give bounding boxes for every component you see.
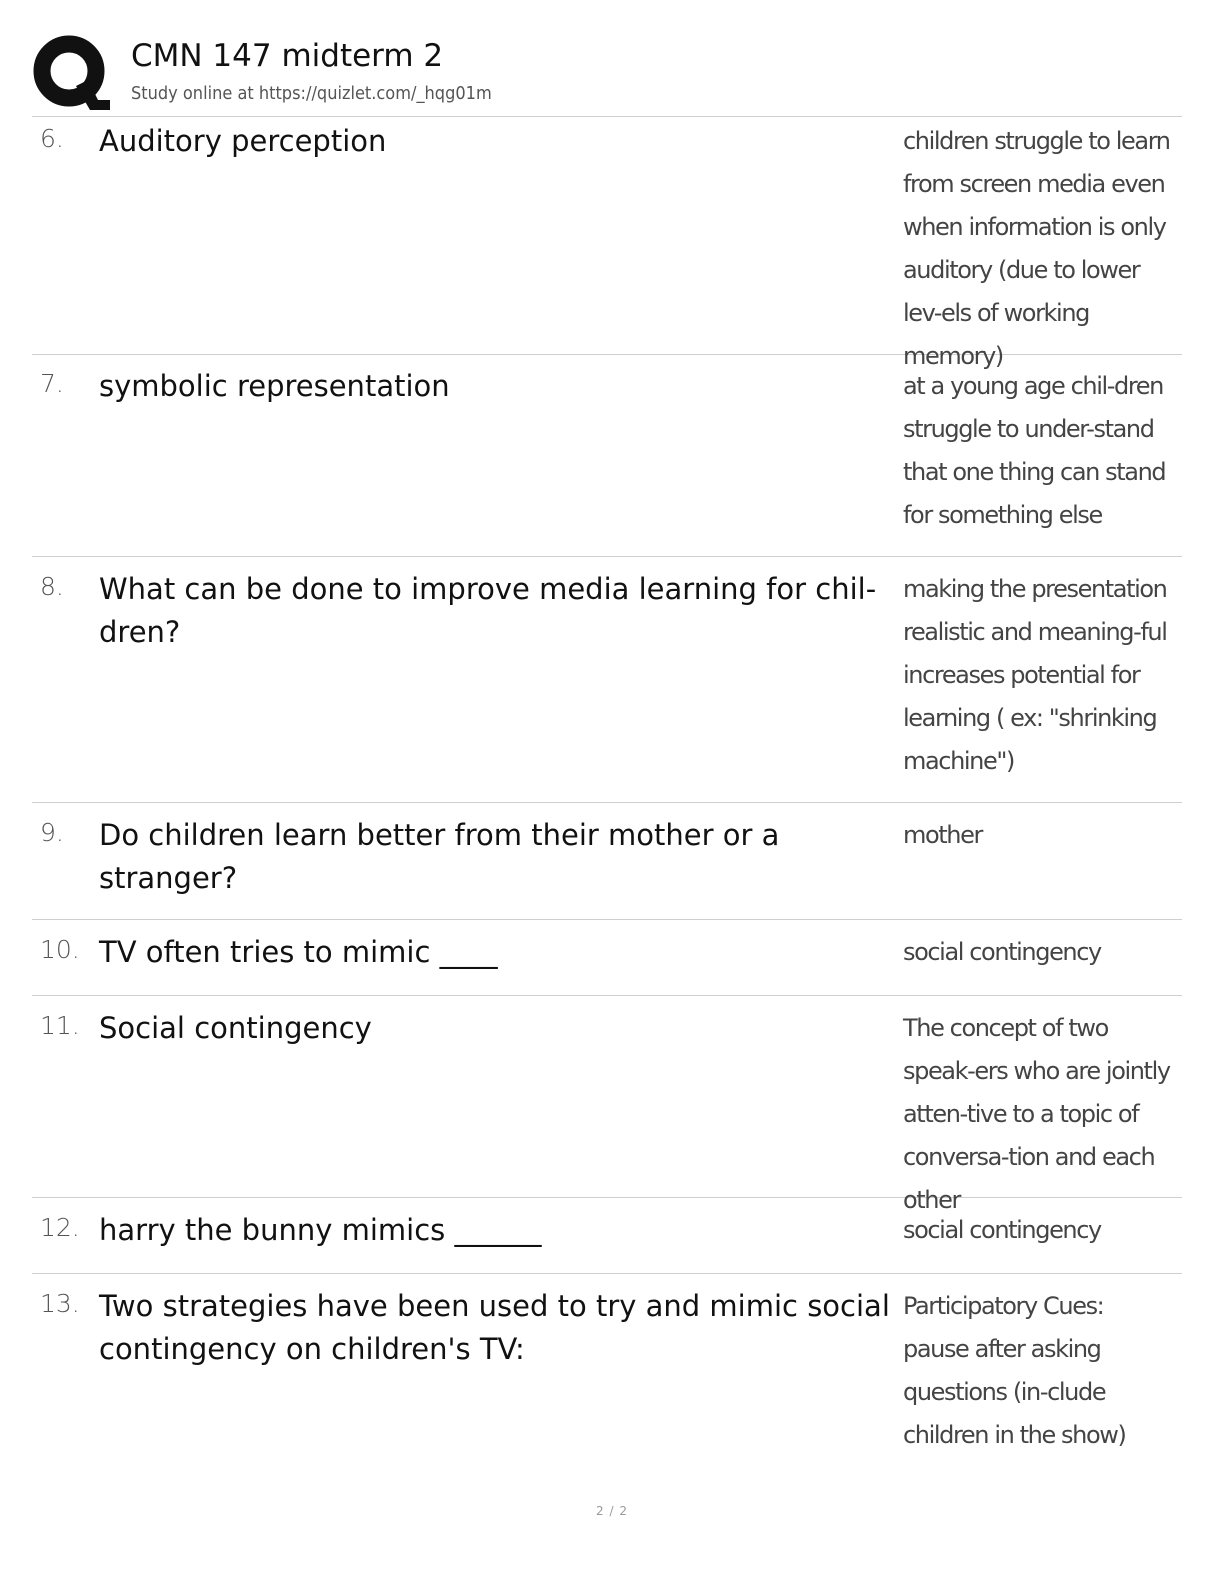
card-definition: social contingency xyxy=(903,938,1101,966)
card-term: Two strategies have been used to try and mimic social contingency on children's TV: xyxy=(99,1289,890,1366)
card-definition: at a young age chil-dren struggle to under-stand that one thing can stand for something else xyxy=(903,372,1166,529)
card-number: 13. xyxy=(40,1289,80,1318)
card-term: TV often tries to mimic ____ xyxy=(99,935,498,969)
card-definition: The concept of two speak-ers who are jointly atten-tive to a topic of conversa-tion and each other xyxy=(903,1014,1170,1214)
flashcard xyxy=(32,1198,1182,1274)
document-title: CMN 147 midterm 2 xyxy=(131,38,444,74)
card-term: harry the bunny mimics ______ xyxy=(99,1213,542,1247)
card-number: 8. xyxy=(40,572,64,601)
card-number: 10. xyxy=(40,935,80,964)
card-definition: mother xyxy=(903,821,982,849)
quizlet-logo-icon xyxy=(32,34,110,112)
card-term: Social contingency xyxy=(99,1011,372,1045)
flashcard xyxy=(32,1274,1182,1474)
flashcard-list xyxy=(32,118,1182,1474)
card-number: 12. xyxy=(40,1213,80,1242)
card-number: 11. xyxy=(40,1011,80,1040)
flashcard xyxy=(32,920,1182,996)
card-number: 6. xyxy=(40,124,64,153)
card-number: 7. xyxy=(40,369,64,398)
card-number: 9. xyxy=(40,818,64,847)
flashcard xyxy=(32,996,1182,1214)
flashcard xyxy=(32,557,1182,803)
card-definition: social contingency xyxy=(903,1216,1101,1244)
card-term: Auditory perception xyxy=(99,124,387,158)
header-divider xyxy=(32,116,1182,117)
study-online-link[interactable]: Study online at https://quizlet.com/_hqg01m xyxy=(131,83,492,104)
page-number: 2 / 2 xyxy=(596,1504,628,1518)
page-header xyxy=(32,32,1182,116)
flashcard xyxy=(32,803,1182,920)
card-term: symbolic representation xyxy=(99,369,450,403)
card-definition: children struggle to learn from screen media even when information is only auditory (due to lower lev-els of working memory) xyxy=(903,127,1170,370)
flashcard xyxy=(32,355,1182,557)
card-term: What can be done to improve media learning for chil-dren? xyxy=(99,572,877,649)
card-definition: Participatory Cues: pause after asking questions (in-clude children in the show) xyxy=(903,1292,1126,1449)
card-definition: making the presentation realistic and meaning-ful increases potential for learning ( ex: "shrinking machine") xyxy=(903,575,1167,775)
flashcard xyxy=(32,118,1182,370)
card-term: Do children learn better from their mother or a stranger? xyxy=(99,818,780,895)
